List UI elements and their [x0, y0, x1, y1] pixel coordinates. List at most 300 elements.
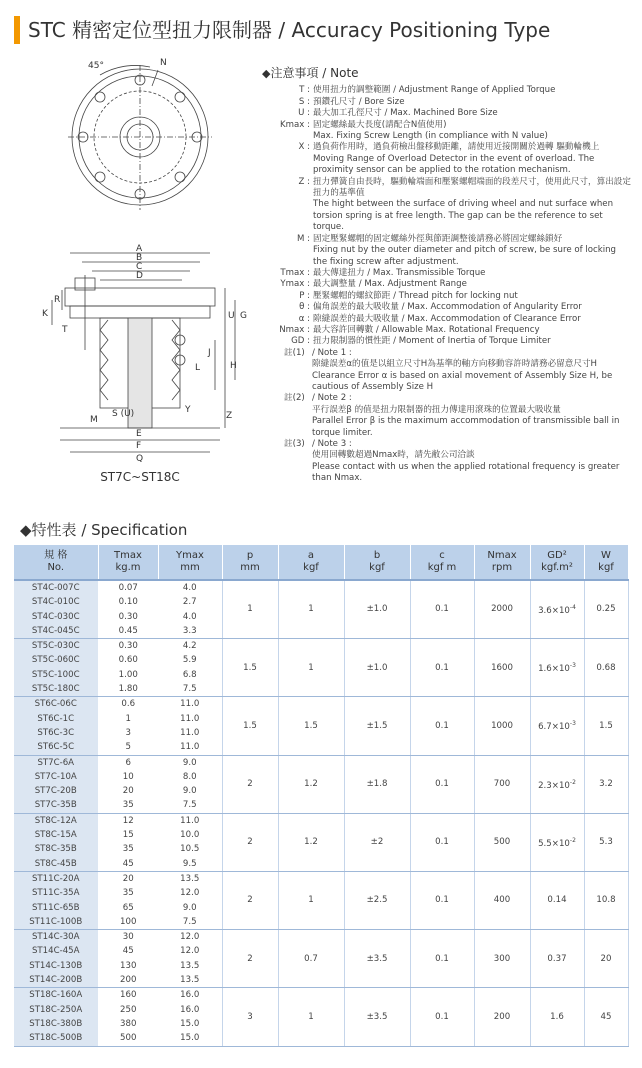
- note-key: Z :: [298, 176, 310, 187]
- model-cell: ST18C-500B: [14, 1031, 98, 1046]
- dim-label: Y: [185, 405, 191, 415]
- column-header-unit: kgf: [303, 562, 319, 573]
- column-header-unit: kg.m: [115, 562, 141, 573]
- c-cell: 0.1: [410, 930, 474, 988]
- tmax-cell: 0.07: [118, 583, 138, 593]
- gd-cell: [530, 988, 584, 1046]
- w-cell: 0.25: [584, 580, 628, 639]
- dim-label: D: [136, 271, 143, 281]
- table-row: [14, 813, 628, 828]
- note-text: Moving Range of Overload Detector in the event of overload. The proximity sensor can be applied to the rotation mechanism.: [313, 153, 595, 176]
- ymax-cell: 10.5: [158, 842, 222, 856]
- gd-exponent: -2: [569, 836, 576, 844]
- b-cell: ±1.8: [344, 755, 410, 813]
- ymax-cell: 9.0: [158, 755, 222, 770]
- a-cell: 1.2: [278, 755, 344, 813]
- drawing-caption: ST7C~ST18C: [100, 470, 180, 484]
- ymax-cell: 11.0: [158, 712, 222, 726]
- a-cell: 1.2: [278, 813, 344, 871]
- ymax-cell: 16.0: [158, 988, 222, 1003]
- gd-value: 2.3×10: [538, 780, 570, 791]
- gd-value: 1.6: [550, 1011, 564, 1022]
- model-cell: ST6C-1C: [14, 712, 98, 726]
- nmax-cell: 700: [474, 755, 530, 813]
- ymax-cell: 9.0: [158, 784, 222, 798]
- column-header-name: Ymax: [176, 550, 204, 561]
- footnote-list: [262, 348, 632, 485]
- p-cell: 2: [222, 813, 278, 871]
- footnote-title: / Note 1 :: [312, 347, 352, 358]
- model-cell: ST8C-12A: [14, 813, 98, 828]
- note-list: [262, 85, 632, 347]
- column-header: [278, 545, 344, 580]
- tmax-cell: 35: [122, 844, 134, 855]
- nmax-cell: 300: [474, 930, 530, 988]
- p-cell: 1.5: [222, 639, 278, 697]
- a-cell: 1: [278, 988, 344, 1046]
- tmax-cell: 20: [122, 786, 134, 797]
- ymax-cell: 4.0: [158, 610, 222, 624]
- ymax-cell: 11.0: [158, 697, 222, 712]
- note-item: [262, 108, 632, 119]
- model-cell: ST5C-060C: [14, 653, 98, 667]
- model-cell: ST4C-007C: [14, 580, 98, 595]
- note-item: [262, 279, 632, 290]
- column-header-name: p: [246, 550, 254, 561]
- ymax-cell: 11.0: [158, 740, 222, 755]
- model-cell: ST8C-35B: [14, 842, 98, 856]
- dim-label: F: [136, 441, 142, 451]
- b-cell: ±2: [344, 813, 410, 871]
- gd-cell: [530, 755, 584, 813]
- w-cell: 45: [584, 988, 628, 1046]
- note-text: 最大容許回轉數 / Allowable Max. Rotational Frequency: [313, 324, 540, 335]
- c-cell: 0.1: [410, 580, 474, 639]
- gd-cell: [530, 930, 584, 988]
- column-header-name: c: [439, 550, 445, 561]
- note-text: Fixing nut by the outer diameter and pitch of screw, be sure of locking the fixing screw after adjustment.: [313, 245, 616, 267]
- note-text: 最大調整量 / Max. Adjustment Range: [313, 279, 467, 290]
- tmax-cell: 1.00: [118, 669, 138, 680]
- model-cell: ST8C-15A: [14, 828, 98, 842]
- tmax-cell: 15: [122, 830, 134, 841]
- notes-heading: [262, 68, 632, 79]
- a-cell: 1: [278, 639, 344, 697]
- model-cell: ST18C-250A: [14, 1003, 98, 1017]
- footnote-key: 註(3): [284, 439, 305, 449]
- a-cell: 0.7: [278, 930, 344, 988]
- spec-table-body: [14, 580, 628, 1046]
- title-accent-bar: [14, 16, 20, 44]
- model-cell: ST5C-180C: [14, 682, 98, 697]
- tmax-cell: 1.80: [98, 682, 158, 697]
- note-key: Tmax :: [280, 267, 310, 278]
- ymax-cell: 3.3: [158, 624, 222, 639]
- ymax-cell: 12.0: [158, 886, 222, 900]
- table-row: [14, 580, 628, 595]
- model-cell: ST11C-100B: [14, 915, 98, 930]
- note-item: [262, 199, 632, 233]
- column-header: [530, 545, 584, 580]
- tmax-cell: 1: [125, 713, 131, 724]
- model-cell: ST14C-200B: [14, 973, 98, 988]
- gd-exponent: -2: [569, 778, 576, 786]
- tmax-cell: 0.6: [121, 699, 136, 710]
- model-cell: ST14C-130B: [14, 959, 98, 973]
- w-cell: 5.3: [584, 813, 628, 871]
- footnote-line: 平行誤差β 的值是扭力限制器的扭力傳達用滾珠的位置最大吸收量: [312, 404, 561, 415]
- note-item: [262, 268, 632, 279]
- gd-value: 1.6×10: [538, 664, 570, 675]
- model-cell: ST4C-010C: [14, 595, 98, 609]
- w-cell: 10.8: [584, 871, 628, 929]
- model-cell: ST14C-30A: [14, 930, 98, 945]
- gd-value: 0.37: [547, 953, 567, 964]
- model-cell: ST4C-030C: [14, 610, 98, 624]
- footnote-line: Parallel Error β is the maximum accommodation of transmissible ball in torque limiter.: [312, 416, 620, 438]
- dim-label: Q: [136, 454, 144, 464]
- model-cell: ST11C-65B: [14, 901, 98, 915]
- note-text: 隙縫誤差的最大吸收量 / Max. Accommodation of Clearance Error: [313, 313, 581, 324]
- model-cell: ST7C-20B: [14, 784, 98, 798]
- ymax-cell: 15.0: [158, 1031, 222, 1046]
- model-cell: ST6C-06C: [14, 697, 98, 712]
- ymax-cell: 13.5: [158, 959, 222, 973]
- dim-label: 45°: [88, 61, 104, 71]
- nmax-cell: 1000: [474, 697, 530, 755]
- note-item: [262, 314, 632, 325]
- dim-label: J: [208, 348, 211, 358]
- gd-exponent: -3: [569, 720, 576, 728]
- note-item: [262, 85, 632, 96]
- tmax-cell: 35: [98, 798, 158, 813]
- b-cell: ±3.5: [344, 988, 410, 1046]
- note-text: 偏角誤差的最大吸收量 / Max. Accommodation of Angularity Error: [313, 302, 582, 313]
- column-header-name: 規 格: [44, 550, 68, 561]
- header-row: [14, 545, 628, 580]
- b-cell: ±3.5: [344, 930, 410, 988]
- ymax-cell: 9.5: [158, 857, 222, 872]
- dim-label: E: [136, 429, 142, 439]
- column-header: [474, 545, 530, 580]
- note-key: Ymax :: [280, 279, 310, 290]
- tmax-cell: 0.10: [118, 597, 138, 608]
- spec-table: [14, 545, 629, 1047]
- model-cell: ST11C-20A: [14, 871, 98, 886]
- note-key: θ :: [299, 302, 310, 313]
- tmax-cell: 45: [98, 857, 158, 872]
- table-row: [14, 930, 628, 945]
- ymax-cell: 5.9: [158, 653, 222, 667]
- ymax-cell: 13.5: [158, 973, 222, 988]
- w-cell: 1.5: [584, 697, 628, 755]
- table-row: [14, 639, 628, 654]
- model-cell: ST18C-160A: [14, 988, 98, 1003]
- gd-cell: [530, 639, 584, 697]
- ymax-cell: 8.0: [158, 770, 222, 784]
- gd-cell: [530, 813, 584, 871]
- note-item: [262, 131, 632, 142]
- dim-label: K: [42, 309, 48, 319]
- page-title: STC 精密定位型扭力限制器 / Accuracy Positioning Type: [28, 18, 551, 42]
- model-cell: ST6C-5C: [14, 740, 98, 755]
- w-cell: 0.68: [584, 639, 628, 697]
- ymax-cell: 6.8: [158, 668, 222, 682]
- footnote-line: 隙縫誤差α的值是以組立尺寸H為基準的軸方向移動容許時請務必留意尺寸H: [312, 359, 597, 370]
- dim-label: Z: [226, 411, 233, 421]
- note-key: [262, 154, 313, 177]
- a-cell: 1: [278, 871, 344, 929]
- c-cell: 0.1: [410, 813, 474, 871]
- tmax-cell: 20: [122, 873, 134, 884]
- nmax-cell: 200: [474, 988, 530, 1046]
- note-text: 過負荷作用時，過負荷檢出盤移動距離，請使用近接開關於過轉 驅動輪機上: [313, 142, 600, 153]
- note-text: 預鑽孔尺寸 / Bore Size: [313, 96, 405, 107]
- ymax-cell: 4.2: [158, 639, 222, 654]
- ymax-cell: 11.0: [158, 813, 222, 828]
- dim-label: B: [136, 253, 143, 263]
- diamond-icon: ◆: [262, 67, 271, 80]
- dim-label: L: [195, 363, 201, 373]
- dim-label: M: [90, 415, 98, 425]
- c-cell: 0.1: [410, 755, 474, 813]
- footnote-key: 註(1): [284, 347, 305, 358]
- dim-label: N: [160, 58, 167, 68]
- b-cell: ±2.5: [344, 871, 410, 929]
- c-cell: 0.1: [410, 639, 474, 697]
- note-item: [262, 245, 632, 268]
- footnote-title-row: [262, 393, 632, 404]
- tmax-cell: 12: [122, 815, 134, 826]
- b-cell: ±1.5: [344, 697, 410, 755]
- note-key: [262, 245, 313, 268]
- table-row: [14, 755, 628, 770]
- ymax-cell: 2.7: [158, 595, 222, 609]
- gd-exponent: -4: [569, 604, 576, 612]
- dim-label: C: [136, 262, 143, 272]
- note-key: S :: [298, 96, 310, 107]
- tmax-cell: 0.60: [118, 655, 138, 666]
- gd-value: 3.6×10: [538, 605, 570, 616]
- w-cell: 3.2: [584, 755, 628, 813]
- footnote-title: / Note 2 :: [312, 393, 352, 404]
- note-key: T :: [299, 85, 310, 96]
- tmax-cell: 30: [122, 932, 134, 943]
- c-cell: 0.1: [410, 697, 474, 755]
- column-header: [98, 545, 158, 580]
- tmax-cell: 45: [122, 946, 134, 957]
- model-cell: ST7C-35B: [14, 798, 98, 813]
- column-header: [14, 545, 98, 580]
- column-header-name: W: [601, 550, 611, 561]
- note-key: M :: [296, 233, 310, 244]
- note-item: [262, 120, 632, 131]
- tmax-cell: 3: [125, 727, 131, 738]
- dim-label: A: [136, 244, 143, 254]
- ymax-cell: 7.5: [158, 682, 222, 697]
- ymax-cell: 9.0: [158, 901, 222, 915]
- column-header-name: Nmax: [487, 550, 517, 561]
- column-header-unit: rpm: [491, 562, 513, 573]
- tmax-cell: 200: [98, 973, 158, 988]
- footnote-line: Clearance Error α is based on axial movement of Assembly Size H, be cautious of Assembly Size H: [312, 370, 613, 392]
- note-text: Max. Fixing Screw Length (in compliance with N value): [313, 131, 548, 142]
- column-header-name: GD²: [547, 550, 567, 561]
- w-cell: 20: [584, 930, 628, 988]
- tmax-cell: 250: [120, 1004, 137, 1015]
- model-cell: ST8C-45B: [14, 857, 98, 872]
- note-key: α :: [298, 313, 310, 324]
- tmax-cell: 100: [98, 915, 158, 930]
- p-cell: 1: [222, 580, 278, 639]
- table-row: [14, 697, 628, 712]
- spec-table-header: [14, 545, 628, 580]
- spec-heading-text: 特性表 / Specification: [31, 521, 188, 539]
- model-cell: ST6C-3C: [14, 726, 98, 740]
- note-key: P :: [299, 290, 310, 301]
- note-text: 扭力彈簧自由長時，驅動輪端面和壓緊螺帽端面的段差尺寸，使用此尺寸，算出設定扭力的基準值: [313, 176, 631, 199]
- ymax-cell: 13.5: [158, 871, 222, 886]
- note-text: 扭力限制器的慣性距 / Moment of Inertia of Torque Limiter: [313, 336, 551, 347]
- ymax-cell: 12.0: [158, 944, 222, 958]
- p-cell: 2: [222, 930, 278, 988]
- note-key: GD :: [291, 336, 310, 347]
- gd-value: 6.7×10: [538, 722, 570, 733]
- ymax-cell: 10.0: [158, 828, 222, 842]
- tmax-cell: 380: [120, 1018, 137, 1029]
- notes-section: [262, 68, 632, 485]
- model-cell: ST4C-045C: [14, 624, 98, 639]
- a-cell: 1: [278, 580, 344, 639]
- note-item: [262, 234, 632, 245]
- model-cell: ST14C-45A: [14, 944, 98, 958]
- column-header: [344, 545, 410, 580]
- model-cell: ST7C-6A: [14, 755, 98, 770]
- table-row: [14, 988, 628, 1003]
- note-key: X :: [298, 142, 310, 153]
- column-header: [222, 545, 278, 580]
- column-header: [584, 545, 628, 580]
- dim-label: S (U): [112, 409, 135, 419]
- column-header-unit: kgf.m²: [541, 562, 573, 573]
- dim-label: T: [62, 325, 68, 335]
- technical-drawing: [40, 50, 255, 495]
- column-header-unit: mm: [180, 562, 200, 573]
- tmax-cell: 0.30: [118, 611, 138, 622]
- nmax-cell: 400: [474, 871, 530, 929]
- p-cell: 2: [222, 755, 278, 813]
- column-header-name: a: [307, 550, 315, 561]
- b-cell: ±1.0: [344, 639, 410, 697]
- model-cell: ST18C-380B: [14, 1017, 98, 1031]
- dim-label: G: [240, 311, 247, 321]
- p-cell: 1.5: [222, 697, 278, 755]
- footnote-title-row: [262, 348, 632, 359]
- gd-value: 5.5×10: [538, 838, 570, 849]
- column-header: [410, 545, 474, 580]
- a-cell: 1.5: [278, 697, 344, 755]
- c-cell: 0.1: [410, 871, 474, 929]
- note-text: 最大傳達扭力 / Max. Transmissible Torque: [313, 267, 486, 278]
- note-item: [262, 154, 632, 177]
- c-cell: 0.1: [410, 988, 474, 1046]
- footnote-key: 註(2): [284, 393, 305, 404]
- model-cell: ST7C-10A: [14, 770, 98, 784]
- footnote-line: Please contact with us when the applied rotational frequency is greater than Nmax.: [312, 461, 620, 484]
- footnote-line: 使用回轉數超過Nmax時，請先敝公司洽談: [312, 450, 475, 461]
- note-key: U :: [298, 108, 310, 119]
- column-header-unit: No.: [47, 562, 65, 573]
- dim-label: U: [228, 311, 235, 321]
- column-header-name: b: [373, 550, 381, 561]
- column-header: [158, 545, 222, 580]
- note-item: [262, 336, 632, 347]
- tmax-cell: 500: [98, 1031, 158, 1046]
- note-item: [262, 177, 632, 200]
- tmax-cell: 6: [125, 757, 131, 768]
- model-cell: ST5C-030C: [14, 639, 98, 654]
- tmax-cell: 160: [120, 990, 137, 1001]
- nmax-cell: 1600: [474, 639, 530, 697]
- diamond-icon: ◆: [20, 521, 32, 539]
- note-text: 固定螺絲最大長度(請配合N值使用): [313, 119, 447, 130]
- ymax-cell: 15.0: [158, 1017, 222, 1031]
- p-cell: 3: [222, 988, 278, 1046]
- notes-heading-text: 注意事項 / Note: [270, 66, 359, 80]
- gd-value: 0.14: [547, 895, 567, 906]
- note-text: 最大加工孔徑尺寸 / Max. Machined Bore Size: [313, 108, 498, 119]
- model-cell: ST5C-100C: [14, 668, 98, 682]
- ymax-cell: 7.5: [158, 915, 222, 930]
- note-text: The hight between the surface of driving wheel and nut surface when torsion spring is at free length. The gap can be the reference to set torque.: [313, 199, 614, 233]
- nmax-cell: 500: [474, 813, 530, 871]
- note-text: 固定壓緊螺帽的固定螺絲外徑與節距調整後請務必將固定螺絲鎖好: [313, 233, 563, 244]
- footnote-title: / Note 3 :: [312, 439, 352, 449]
- model-cell: ST11C-35A: [14, 886, 98, 900]
- tmax-cell: 35: [122, 888, 134, 899]
- ymax-cell: 16.0: [158, 1003, 222, 1017]
- footnote-title-row: [262, 439, 632, 450]
- dim-label: R: [54, 295, 61, 305]
- spec-heading: [20, 519, 187, 540]
- tmax-cell: 130: [120, 960, 137, 971]
- tmax-cell: 0.30: [118, 641, 138, 652]
- column-header-unit: kgf: [598, 562, 614, 573]
- note-key: Nmax :: [279, 324, 310, 335]
- gd-cell: [530, 871, 584, 929]
- table-row: [14, 871, 628, 886]
- column-header-name: Tmax: [114, 550, 142, 561]
- note-item: [262, 291, 632, 302]
- column-header-unit: kgf m: [427, 562, 457, 573]
- tmax-cell: 5: [98, 740, 158, 755]
- tmax-cell: 0.45: [98, 624, 158, 639]
- note-item: [262, 325, 632, 336]
- note-key: [262, 199, 313, 233]
- tmax-cell: 10: [122, 771, 134, 782]
- note-item: [262, 97, 632, 108]
- note-item: [262, 142, 632, 153]
- gd-cell: [530, 580, 584, 639]
- ymax-cell: 4.0: [158, 580, 222, 595]
- note-text: 壓緊螺帽的螺紋節距 / Thread pitch for locking nut: [313, 290, 518, 301]
- note-item: [262, 302, 632, 313]
- column-header-unit: kgf: [369, 562, 385, 573]
- ymax-cell: 11.0: [158, 726, 222, 740]
- dim-label: H: [230, 361, 237, 371]
- note-text: 使用扭力的調整範圍 / Adjustment Range of Applied Torque: [313, 85, 556, 96]
- nmax-cell: 2000: [474, 580, 530, 639]
